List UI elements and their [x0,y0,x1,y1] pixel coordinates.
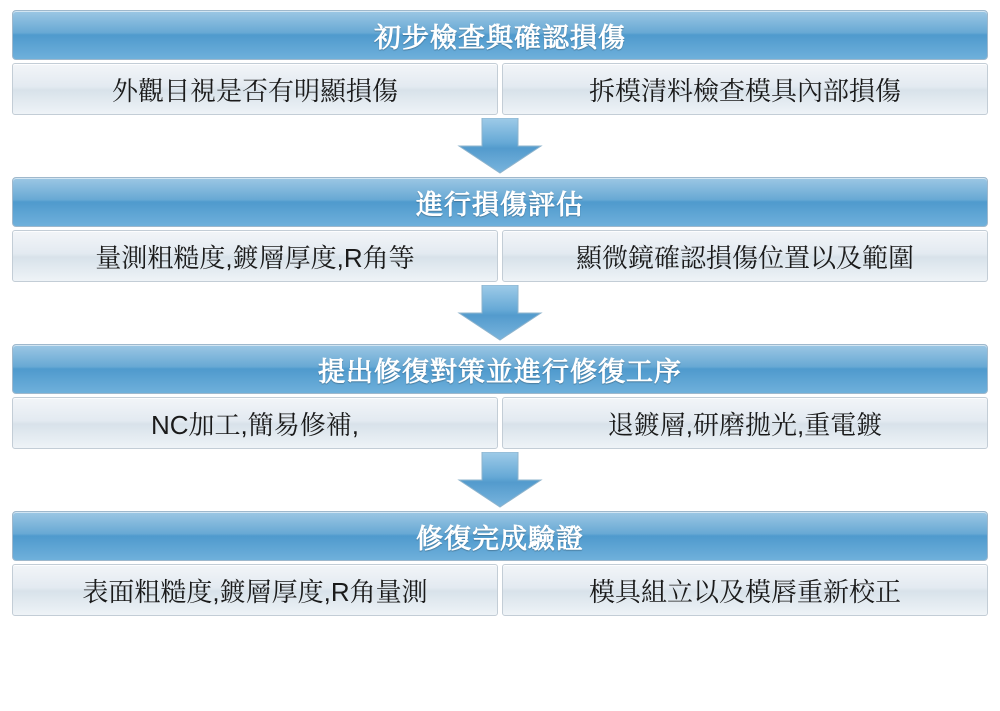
arrow-2-container [12,282,988,344]
stage-3-cell-2: 退鍍層,研磨拋光,重電鍍 [502,397,988,449]
flow-stage-1 [12,10,988,115]
stage-1-cell-2: 拆模清料檢查模具內部損傷 [502,63,988,115]
down-arrow-icon [457,452,543,508]
arrow-1-container [12,115,988,177]
stage-1-title: 初步檢查與確認損傷 [12,10,988,60]
stage-1-cell-1: 外觀目視是否有明顯損傷 [12,63,498,115]
stage-2-title: 進行損傷評估 [12,177,988,227]
down-arrow-icon [457,285,543,341]
bottom-spacer [12,616,988,705]
stage-1-cells [12,63,988,115]
stage-3-cells [12,397,988,449]
stage-2-cell-2: 顯微鏡確認損傷位置以及範圍 [502,230,988,282]
flow-stage-4 [12,511,988,616]
flow-stage-3 [12,344,988,449]
stage-4-cell-2: 模具組立以及模唇重新校正 [502,564,988,616]
stage-2-cell-1: 量測粗糙度,鍍層厚度,R角等 [12,230,498,282]
arrow-3-container [12,449,988,511]
stage-3-cell-1: NC加工,簡易修補, [12,397,498,449]
down-arrow-icon [457,118,543,174]
stage-2-cells [12,230,988,282]
stage-3-title: 提出修復對策並進行修復工序 [12,344,988,394]
flow-stage-2 [12,177,988,282]
stage-4-cells [12,564,988,616]
stage-4-title: 修復完成驗證 [12,511,988,561]
stage-4-cell-1: 表面粗糙度,鍍層厚度,R角量測 [12,564,498,616]
